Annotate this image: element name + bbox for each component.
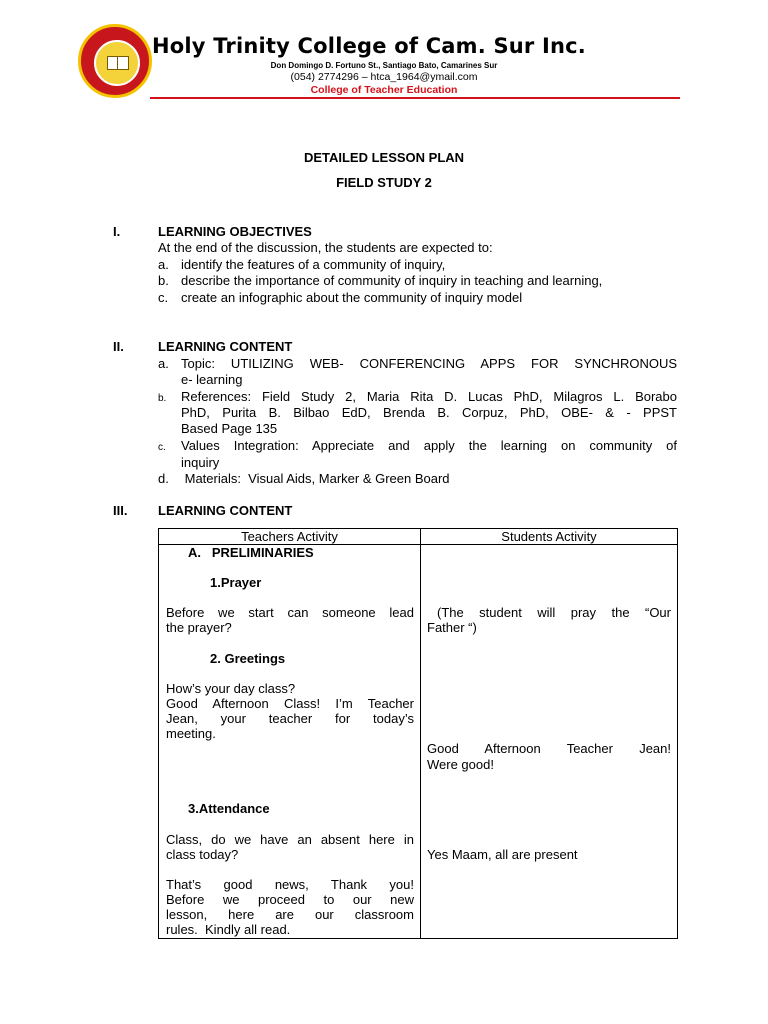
table-header-row <box>159 529 678 545</box>
objective-marker: b. <box>158 273 169 288</box>
section-2-heading: LEARNING CONTENT <box>158 339 293 354</box>
content-topic-line: Topic: UTILIZING WEB- CONFERENCING APPS FOR SYNCHRONOUS <box>181 356 677 371</box>
document-title: DETAILED LESSON PLAN <box>303 150 465 165</box>
greetings-teacher-line: How’s your day class? <box>166 681 296 696</box>
attendance-teacher-line: class today? <box>166 847 239 862</box>
section-3-heading: LEARNING CONTENT <box>158 503 293 518</box>
rules-teacher-line: lesson, here are our classroom <box>166 907 414 922</box>
greetings-teacher-line: Good Afternoon Class! I’m Teacher <box>166 696 414 711</box>
header-divider <box>150 97 680 99</box>
prayer-student-line: Father “) <box>427 620 477 635</box>
attendance-student-line: Yes Maam, all are present <box>427 847 578 862</box>
content-marker: c. <box>158 442 166 453</box>
section-1-heading: LEARNING OBJECTIVES <box>158 224 312 239</box>
teachers-activity-cell <box>159 545 421 939</box>
objective-text: describe the importance of community of inquiry in teaching and learning, <box>181 273 603 288</box>
prayer-student-line: (The student will pray the “Our <box>437 605 671 620</box>
rules-teacher-line: That’s good news, Thank you! <box>166 877 414 892</box>
content-values-line: inquiry <box>181 455 220 470</box>
table-row <box>159 545 678 939</box>
rules-teacher-line: Before we proceed to our new <box>166 892 414 907</box>
content-values-line: Values Integration: Appreciate and apply the learning on community of <box>181 438 677 453</box>
school-name: Holy Trinity College of Cam. Sur Inc. <box>152 34 586 58</box>
content-references-line: References: Field Study 2, Maria Rita D. Lucas PhD, Milagros L. Borabo <box>181 389 677 404</box>
prayer-teacher-line: Before we start can someone lead <box>166 605 414 620</box>
students-activity-cell <box>421 545 678 939</box>
prayer-teacher-line: the prayer? <box>166 620 232 635</box>
attendance-teacher-line: Class, do we have an absent here in <box>166 832 414 847</box>
greetings-teacher-line: Jean, your teacher for today’s <box>166 711 414 726</box>
department-name: College of Teacher Education <box>310 84 458 96</box>
attendance-heading: 3.Attendance <box>188 801 270 816</box>
content-marker: d. <box>158 471 169 486</box>
document-subtitle: FIELD STUDY 2 <box>336 175 432 190</box>
content-materials-line: Materials: Visual Aids, Marker & Green Board <box>181 471 450 486</box>
section-3-numeral: III. <box>113 503 128 518</box>
greetings-student-line: Were good! <box>427 757 494 772</box>
activity-table <box>158 528 678 939</box>
greetings-teacher-line: meeting. <box>166 726 216 741</box>
content-topic-line: e- learning <box>181 372 243 387</box>
content-marker: b. <box>158 393 167 404</box>
objectives-intro: At the end of the discussion, the students are expected to: <box>158 240 493 255</box>
greetings-student-line: Good Afternoon Teacher Jean! <box>427 741 671 756</box>
section-2-numeral: II. <box>113 339 124 354</box>
greetings-heading: 2. Greetings <box>210 651 286 666</box>
objective-text: identify the features of a community of inquiry, <box>181 257 446 272</box>
preliminaries-heading: A. PRELIMINARIES <box>188 545 314 560</box>
teachers-activity-header: Teachers Activity <box>159 529 421 545</box>
content-marker: a. <box>158 356 169 371</box>
content-references-line: Based Page 135 <box>181 421 278 436</box>
students-activity-header: Students Activity <box>421 529 678 545</box>
objective-marker: a. <box>158 257 169 272</box>
section-1-numeral: I. <box>113 224 121 239</box>
objective-text: create an infographic about the community of inquiry model <box>181 290 523 305</box>
content-references-line: PhD, Purita B. Bilbao EdD, Brenda B. Corpuz, PhD, OBE- & - PPST <box>181 405 677 420</box>
school-address: Don Domingo D. Fortuno St., Santiago Bato, Camarines Sur <box>270 61 498 70</box>
prayer-heading: 1.Prayer <box>210 575 262 590</box>
objective-marker: c. <box>158 290 169 305</box>
rules-teacher-line: rules. Kindly all read. <box>166 922 291 937</box>
school-contact: (054) 2774296 – htca_1964@ymail.com <box>290 71 478 83</box>
